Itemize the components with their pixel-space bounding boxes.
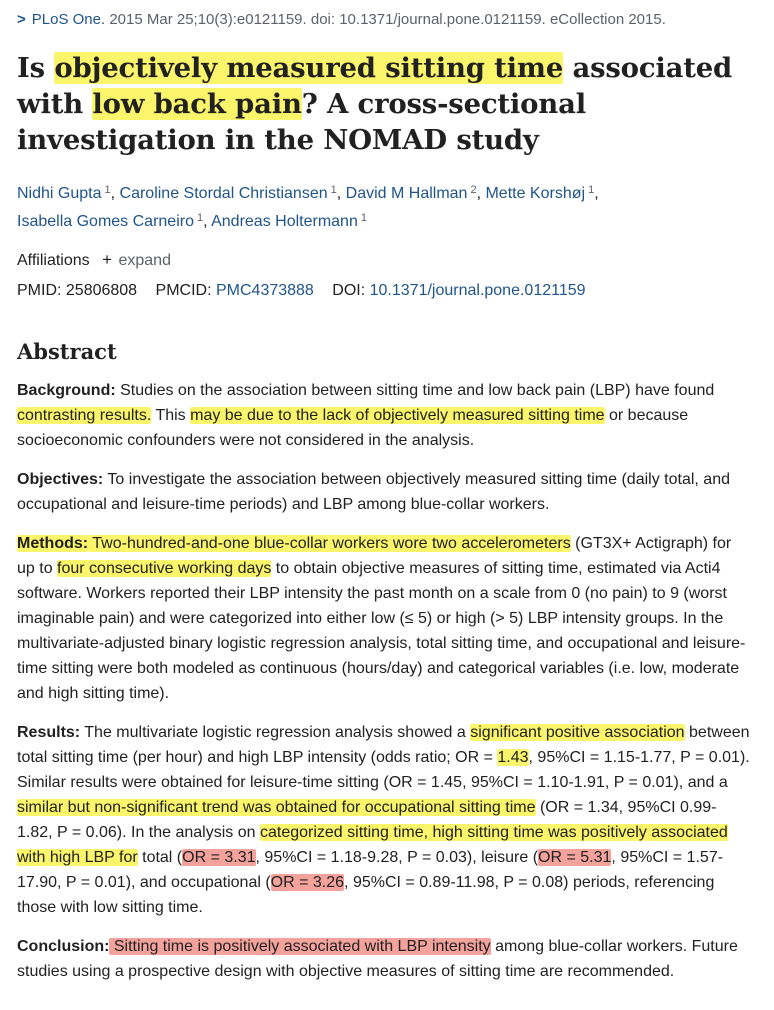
highlight-red: OR = 5.31 bbox=[538, 849, 612, 866]
plus-icon[interactable]: + bbox=[102, 250, 113, 269]
highlight-red: OR = 3.26 bbox=[270, 874, 345, 891]
highlight: four consecutive working days bbox=[57, 560, 272, 577]
affiliations-toggle[interactable] bbox=[17, 248, 757, 273]
author-link[interactable]: Nidhi Gupta bbox=[17, 185, 102, 202]
author-link[interactable]: Mette Korshøj bbox=[485, 185, 586, 202]
pmcid-link[interactable]: PMC4373888 bbox=[215, 282, 314, 299]
abstract-conclusion: Conclusion: Sitting time is positively associated with LBP intensity among blue-collar workers. Future studies using a prospective design with objective measures of sitting time are recommended. bbox=[17, 938, 738, 980]
doi-link[interactable]: 10.1371/journal.pone.0121159 bbox=[369, 282, 586, 299]
affiliation-ref[interactable]: 1 bbox=[196, 212, 204, 224]
highlight: objectively measured sitting time bbox=[54, 52, 564, 84]
affiliation-ref[interactable]: 1 bbox=[588, 184, 595, 196]
affiliations-label: Affiliations bbox=[17, 252, 90, 269]
highlight: similar but non-significant trend was obtained for occupational sitting time bbox=[17, 799, 536, 816]
doi-label: DOI: bbox=[332, 282, 366, 299]
affiliation-ref[interactable]: 1 bbox=[360, 212, 367, 224]
identifiers bbox=[17, 279, 757, 303]
chevron-right-icon[interactable]: > bbox=[17, 11, 26, 28]
abstract-methods: Methods: Two-hundred-and-one blue-collar workers wore two accelerometers (GT3X+ Actigraph) for up to four consecutive working days to obtain objective measures of sitting time, estimated via Acti4 software. Workers reported their LBP intensity the past month on a scale from 0 (no pain) to 9 (worst imaginable pain) and were categorized into either low (≤ 5) or high (> 5) LBP intensity groups. In the multivariate-adjusted binary logistic regression analysis, total sitting time, and occupational and leisure-time sitting were both modeled as continuous (hours/day) and categorical variables (i.e. low, moderate and high sitting time). bbox=[17, 535, 746, 702]
abstract-background: Background: Studies on the association between sitting time and low back pain (LBP) have found contrasting results. This may be due to the lack of objectively measured sitting time or because socioeconomic confounders were not considered in the analysis. bbox=[17, 382, 715, 449]
pmcid-label: PMCID: bbox=[155, 282, 212, 299]
article-title: Is objectively measured sitting time associated with low back pain? A cross-sectional investigation in the NOMAD study bbox=[17, 52, 733, 156]
highlight: categorized sitting time, high sitting time was positively associated with high LBP for bbox=[17, 824, 728, 866]
affiliation-ref[interactable]: 1 bbox=[104, 184, 111, 196]
author-link[interactable]: Isabella Gomes Carneiro bbox=[17, 213, 194, 230]
citation-details: 2015 Mar 25;10(3):e0121159. doi: 10.1371/journal.pone.0121159. eCollection 2015. bbox=[109, 11, 666, 28]
author-list: Nidhi Gupta $^1$, Caroline Stordal Christiansen $^1$, David M Hallman $^2$, Mette Korshøj $^1$, Isabella Gomes Carneiro $^1$, Andreas Holtermann $^1$ bbox=[17, 184, 599, 230]
highlight-red: OR = 3.31 bbox=[182, 849, 256, 866]
author-link[interactable]: Andreas Holtermann bbox=[211, 213, 358, 230]
highlight: significant positive association bbox=[470, 724, 685, 741]
highlight-red: Sitting time is positively associated with LBP intensity bbox=[109, 938, 491, 955]
highlight: Two-hundred-and-one blue-collar workers wore two accelerometers bbox=[88, 535, 571, 552]
affiliation-ref[interactable]: 2 bbox=[470, 184, 477, 196]
article-page bbox=[0, 10, 757, 984]
expand-link[interactable]: expand bbox=[118, 252, 171, 269]
pmid: PMID: 25806808 bbox=[17, 282, 138, 299]
author-link[interactable]: Caroline Stordal Christiansen bbox=[119, 185, 328, 202]
journal-link[interactable]: PLoS One. bbox=[31, 11, 106, 28]
highlight: may be due to the lack of objectively measured sitting time bbox=[190, 407, 605, 424]
highlight: low back pain bbox=[92, 88, 302, 120]
citation-line bbox=[17, 10, 757, 30]
abstract-results: Results: The multivariate logistic regression analysis showed a significant positive association between total sitting time (per hour) and high LBP intensity (odds ratio; OR = 1.43, 95%CI = 1.15-1.77, P = 0.01). Similar results were obtained for leisure-time sitting (OR = 1.45, 95%CI = 1.10-1.91, P = 0.01), and a similar but non-significant trend was obtained for occupational sitting time (OR = 1.34, 95%CI 0.99-1.82, P = 0.06). In the analysis on categorized sitting time, high sitting time was positively associated with high LBP for total (OR = 3.31, 95%CI = 1.18-9.28, P = 0.03), leisure (OR = 5.31, 95%CI = 1.57-17.90, P = 0.01), and occupational (OR = 3.26, 95%CI = 0.89-11.98, P = 0.08) periods, referencing those with low sitting time. bbox=[17, 724, 750, 916]
abstract-objectives: Objectives: To investigate the association between objectively measured sitting time (daily total, and occupational and leisure-time periods) and LBP among blue-collar workers. bbox=[17, 471, 730, 513]
abstract-heading: Abstract bbox=[17, 339, 117, 364]
highlight: 1.43 bbox=[497, 749, 529, 766]
affiliation-ref[interactable]: 1 bbox=[330, 184, 337, 196]
highlight: contrasting results. bbox=[17, 407, 152, 424]
author-link[interactable]: David M Hallman bbox=[345, 185, 468, 202]
